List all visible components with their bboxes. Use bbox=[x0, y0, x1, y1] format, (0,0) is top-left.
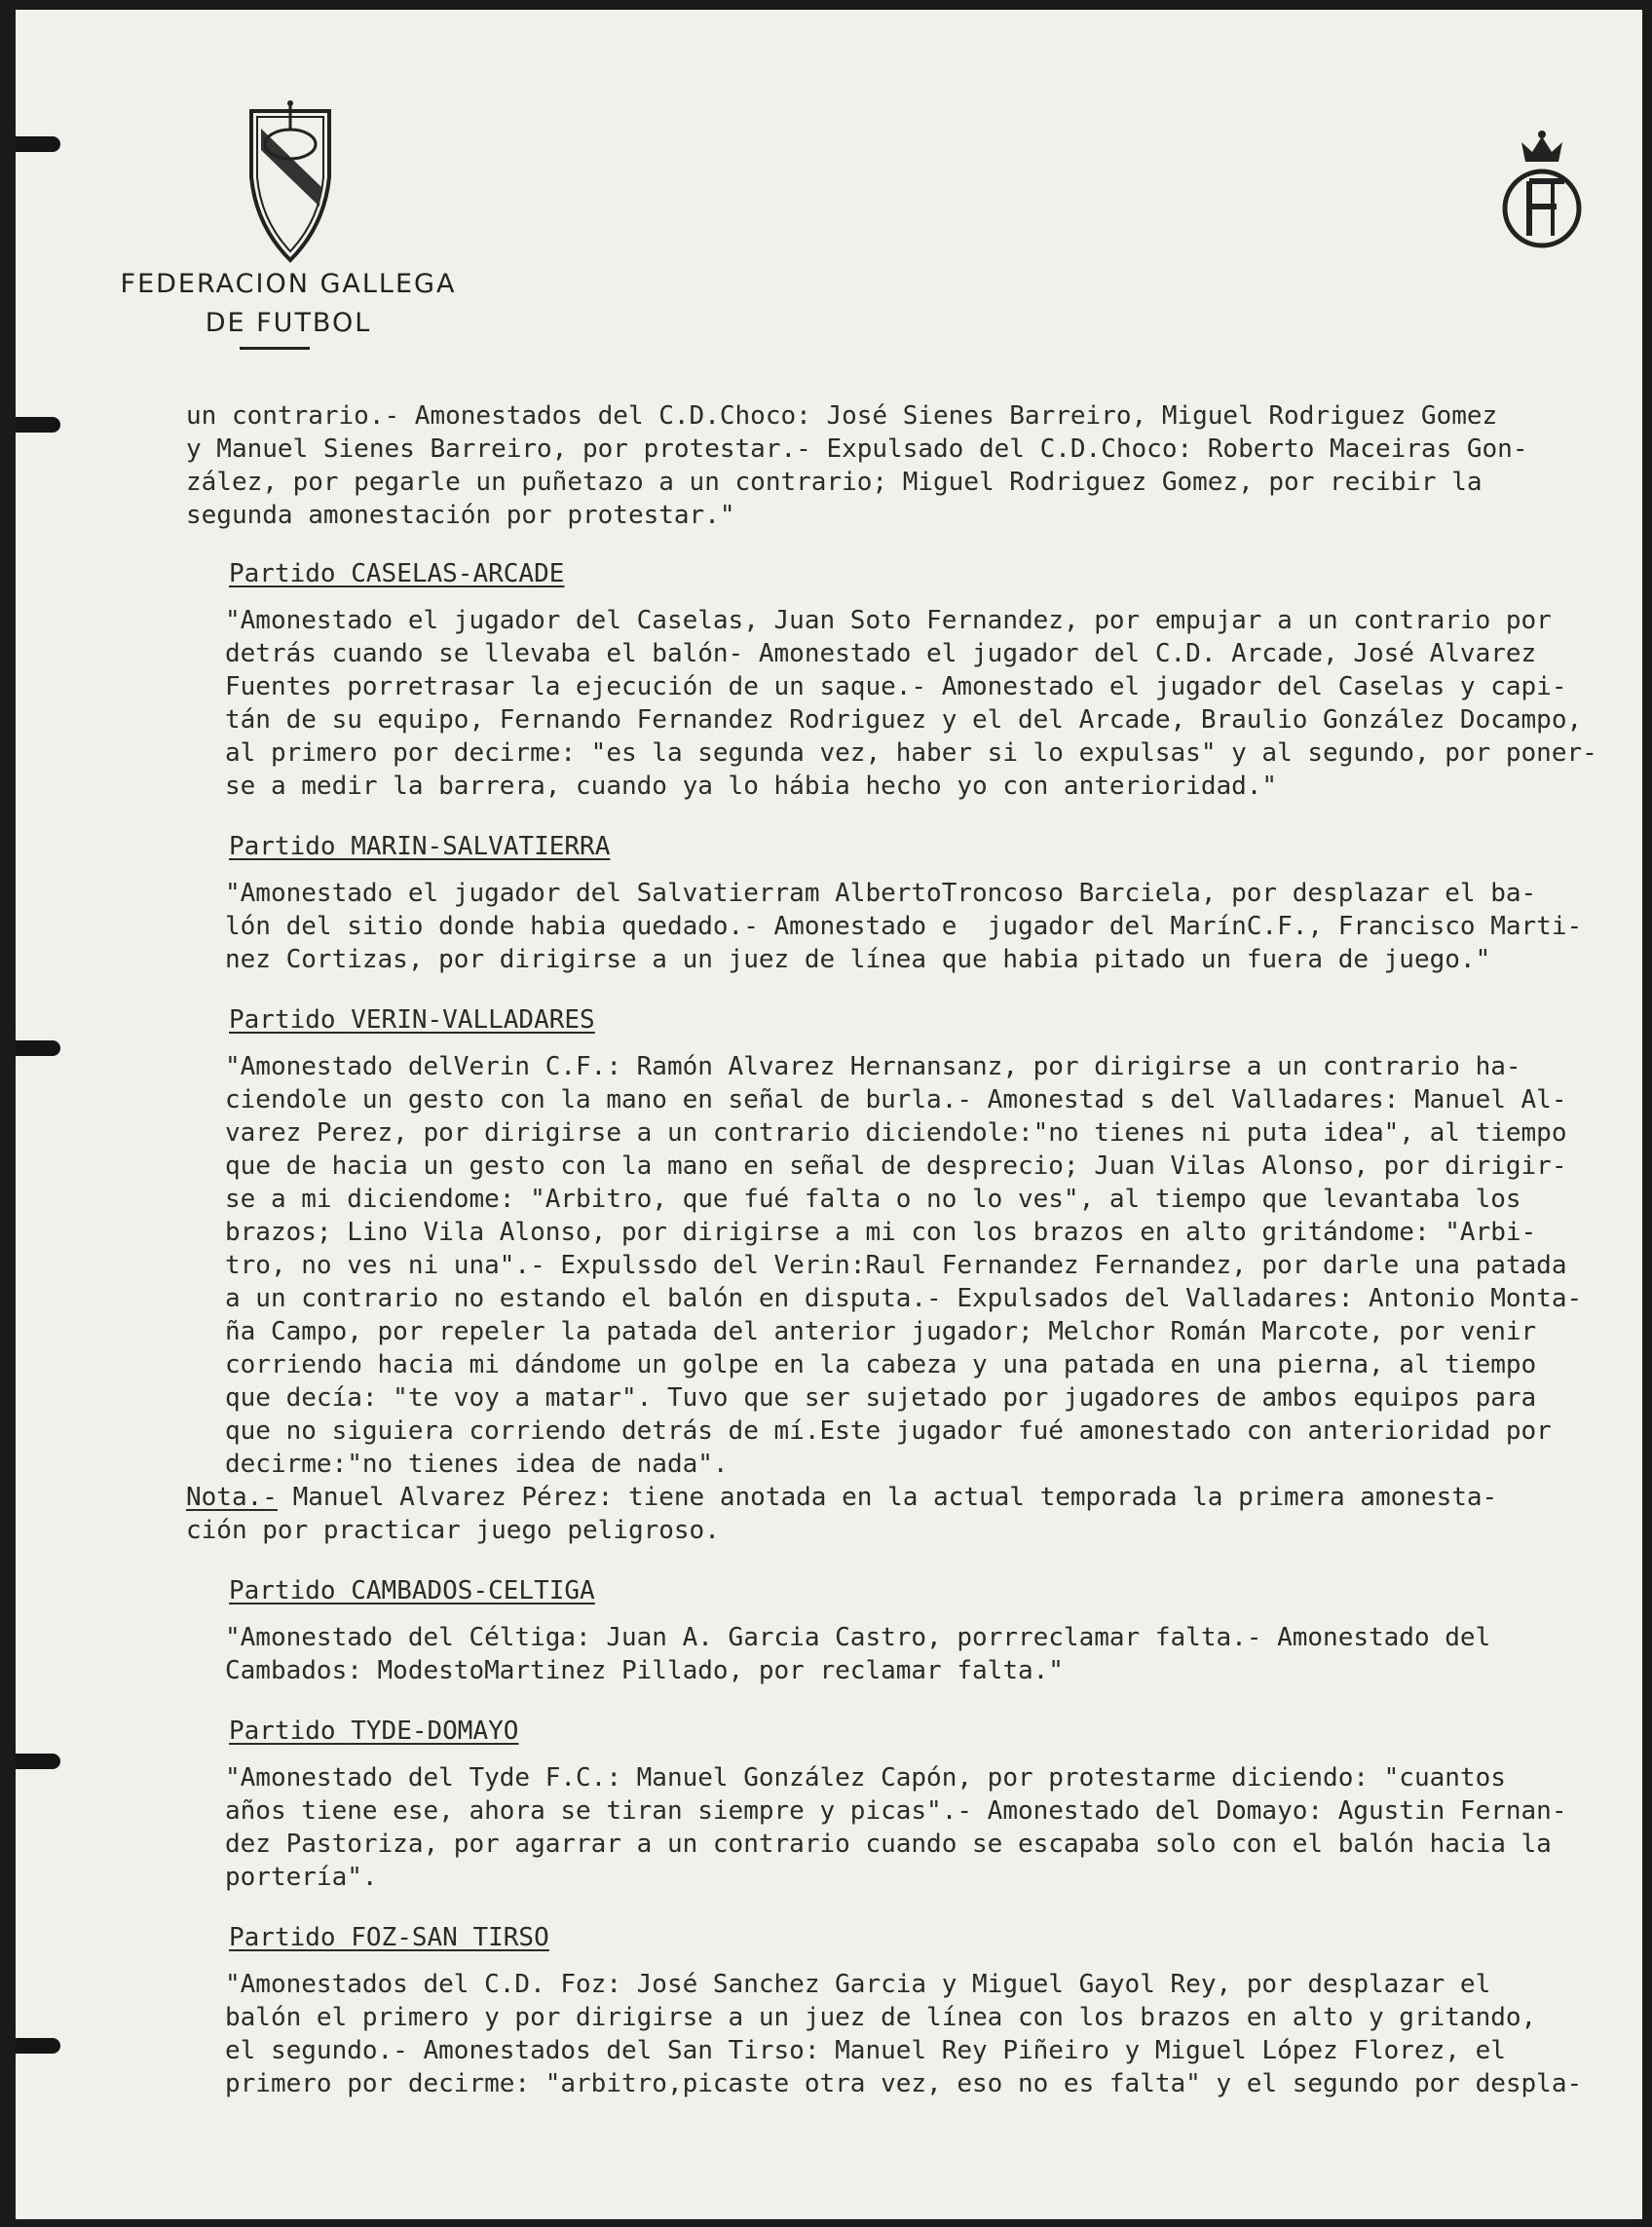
text-line: y Manuel Sienes Barreiro, por protestar.- Expulsado del C.D.Choco: Roberto Maceiras Gon- bbox=[186, 434, 1528, 464]
match-report-marin-salvatierra bbox=[186, 877, 1628, 976]
crown-federation-logo bbox=[1488, 125, 1596, 251]
match-report-caselas-arcade bbox=[186, 604, 1628, 803]
federation-name-line2: DE FUTBOL bbox=[205, 308, 372, 338]
punch-hole bbox=[16, 136, 60, 152]
text-line: "Amonestado del Céltiga: Juan A. Garcia Castro, porrreclamar falta.- Amonestado del bbox=[225, 1623, 1491, 1652]
text-line: que de hacia un gesto con la mano en señal de desprecio; Juan Vilas Alonso, por dirigir- bbox=[225, 1151, 1567, 1181]
text-line: "Amonestado del Tyde F.C.: Manuel González Capón, por protestarme diciendo: "cuantos bbox=[225, 1763, 1506, 1793]
text-line: nez Cortizas, por dirigirse a un juez de línea que habia pitado un fuera de juego." bbox=[225, 945, 1491, 974]
text-line: Cambados: ModestoMartinez Pillado, por reclamar falta." bbox=[225, 1656, 1064, 1685]
text-line: "Amonestado el jugador del Caselas, Juan Soto Fernandez, por empujar a un contrario por bbox=[225, 606, 1552, 635]
text-line: brazos; Lino Vila Alonso, por dirigirse a mi con los brazos en alto gritándome: "Arbi- bbox=[225, 1218, 1537, 1247]
match-heading-verin-valladares: Partido VERIN-VALLADARES bbox=[229, 1005, 595, 1035]
text-line: corriendo hacia mi dándome un golpe en la cabeza y una patada en una pierna, al tiempo bbox=[225, 1350, 1537, 1379]
text-line: detrás cuando se llevaba el balón- Amonestado el jugador del C.D. Arcade, José Alvarez bbox=[225, 639, 1537, 668]
note-label: Nota.- bbox=[186, 1483, 278, 1512]
punch-hole bbox=[16, 417, 60, 433]
text-line: zález, por pegarle un puñetazo a un contrario; Miguel Rodriguez Gomez, por recibir la bbox=[186, 468, 1483, 497]
federation-name-line1: FEDERACION GALLEGA bbox=[120, 269, 457, 299]
text-line: años tiene ese, ahora se tiran siempre y picas".- Amonestado del Domayo: Agustin Fernan- bbox=[225, 1796, 1567, 1826]
text-line: lón del sitio donde habia quedado.- Amonestado e jugador del MarínC.F., Francisco Marti- bbox=[225, 912, 1583, 941]
text-line: ción por practicar juego peligroso. bbox=[186, 1516, 720, 1545]
text-line: balón el primero y por dirigirse a un juez de línea con los brazos en alto y gritando, bbox=[225, 2003, 1537, 2032]
note-text: Manuel Alvarez Pérez: tiene anotada en la actual temporada la primera amonesta- bbox=[277, 1483, 1498, 1512]
punch-hole bbox=[16, 1754, 60, 1769]
text-line: se a medir la barrera, cuando ya lo hábia hecho yo con anterioridad." bbox=[225, 772, 1278, 801]
text-line: decirme:"no tienes idea de nada". bbox=[225, 1450, 729, 1479]
text-line: a un contrario no estando el balón en disputa.- Expulsados del Valladares: Antonio Monta- bbox=[225, 1284, 1583, 1313]
federation-shield-logo bbox=[232, 99, 349, 265]
punch-hole bbox=[16, 1040, 60, 1056]
match-heading-foz-san-tirso: Partido FOZ-SAN TIRSO bbox=[229, 1923, 549, 1952]
text-line: primero por decirme: "arbitro,picaste otra vez, eso no es falta" y el segundo por despla- bbox=[225, 2069, 1583, 2098]
text-line: "Amonestado el jugador del Salvatierram AlbertoTroncoso Barciela, por desplazar el ba- bbox=[225, 879, 1537, 908]
intro-paragraph bbox=[186, 399, 1628, 532]
text-line: ciendole un gesto con la mano en señal de burla.- Amonestad s del Valladares: Manuel Al- bbox=[225, 1085, 1567, 1114]
text-line: que no siguiera corriendo detrás de mí.Este jugador fué amonestado con anterioridad por bbox=[225, 1416, 1552, 1446]
document-page bbox=[16, 10, 1642, 2219]
text-line: "Amonestados del C.D. Foz: José Sanchez Garcia y Miguel Gayol Rey, por desplazar el bbox=[225, 1970, 1491, 1999]
text-line: varez Perez, por dirigirse a un contrario diciendole:"no tienes ni puta idea", al tiempo bbox=[225, 1118, 1567, 1148]
text-line: al primero por decirme: "es la segunda vez, haber si lo expulsas" y al segundo, por poner- bbox=[225, 738, 1597, 768]
text-line: segunda amonestación por protestar." bbox=[186, 501, 735, 530]
text-line: que decía: "te voy a matar". Tuvo que ser sujetado por jugadores de ambos equipos para bbox=[225, 1383, 1537, 1413]
match-report-cambados-celtiga bbox=[186, 1621, 1628, 1687]
text-line bbox=[186, 1481, 1628, 1514]
match-report-foz-san-tirso bbox=[186, 1968, 1628, 2100]
text-line: portería". bbox=[225, 1863, 378, 1892]
text-line: un contrario.- Amonestados del C.D.Choco: José Sienes Barreiro, Miguel Rodriguez Gomez bbox=[186, 401, 1498, 431]
title-underline bbox=[240, 347, 310, 350]
match-report-tyde-domayo bbox=[186, 1761, 1628, 1894]
text-line: el segundo.- Amonestados del San Tirso: Manuel Rey Piñeiro y Miguel López Florez, el bbox=[225, 2036, 1506, 2065]
text-line: se a mi diciendome: "Arbitro, que fué falta o no lo ves", al tiempo que levantaba los bbox=[225, 1185, 1521, 1214]
text-line: dez Pastoriza, por agarrar a un contrario cuando se escapaba solo con el balón hacia la bbox=[225, 1830, 1552, 1859]
punch-hole bbox=[16, 2038, 60, 2054]
federation-name bbox=[84, 265, 493, 343]
text-line: ña Campo, por repeler la patada del anterior jugador; Melchor Román Marcote, por venir bbox=[225, 1317, 1537, 1346]
text-line: tán de su equipo, Fernando Fernandez Rodriguez y el del Arcade, Braulio González Docampo, bbox=[225, 705, 1583, 735]
text-line: "Amonestado delVerin C.F.: Ramón Alvarez Hernansanz, por dirigirse a un contrario ha- bbox=[225, 1052, 1521, 1081]
match-heading-marin-salvatierra: Partido MARIN-SALVATIERRA bbox=[229, 832, 611, 861]
match-heading-caselas-arcade: Partido CASELAS-ARCADE bbox=[229, 559, 565, 588]
match-heading-cambados-celtiga: Partido CAMBADOS-CELTIGA bbox=[229, 1576, 595, 1605]
match-heading-tyde-domayo: Partido TYDE-DOMAYO bbox=[229, 1717, 519, 1746]
document-body bbox=[186, 399, 1628, 2100]
text-line: tro, no ves ni una".- Expulssdo del Verin:Raul Fernandez Fernandez, por darle una patada bbox=[225, 1251, 1567, 1280]
match-report-verin-valladares bbox=[186, 1050, 1628, 1481]
text-line: Fuentes porretrasar la ejecución de un saque.- Amonestado el jugador del Caselas y capi- bbox=[225, 672, 1567, 701]
note-paragraph bbox=[186, 1481, 1628, 1547]
